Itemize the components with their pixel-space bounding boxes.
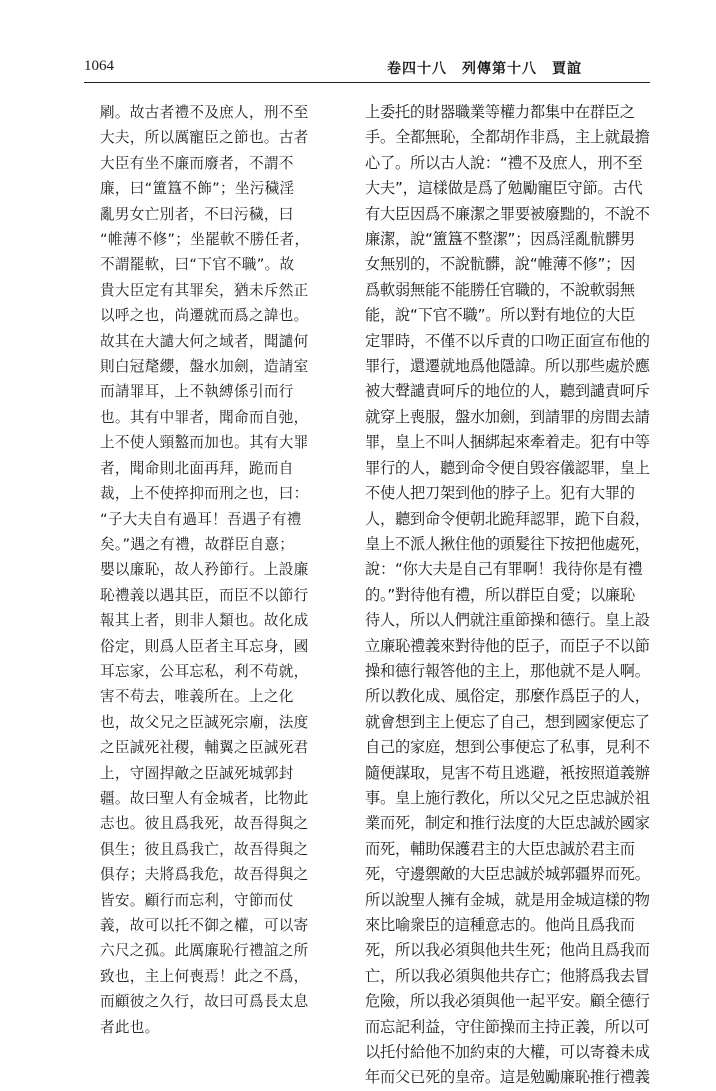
translation-text-line: 所以教化成、風俗定，那麼作爲臣子的人， (365, 687, 650, 706)
classical-text-line: 以呼之也，尚遷就而爲之諱也。 (100, 307, 309, 325)
translation-text-line: 有大臣因爲不廉潔之罪要被廢黜的，不說不 (365, 204, 650, 223)
classical-text-line: 㓾。故古者禮不及庶人，刑不至 (100, 104, 309, 121)
translation-text-line: 以托付給他不加約束的大權，可以寄養未成 (365, 1043, 650, 1062)
classical-text-line: 也。其有中罪者，聞命而自弛， (100, 408, 309, 426)
translation-text-line: 死，守邊禦敵的大臣忠誠於城郭疆界而死。 (365, 865, 650, 884)
classical-text-line: “帷薄不修”；坐罷軟不勝任者， (100, 231, 310, 249)
classical-text-line: 而請罪耳，上不執縛係引而行 (100, 383, 294, 401)
classical-text-column (100, 100, 348, 1040)
translation-text-line: 就會想到主上便忘了自己，想到國家便忘了 (365, 712, 650, 731)
classical-text-line: 亂男女亡別者，不曰污穢，曰 (100, 205, 294, 223)
translation-text-line: 皇上不派人揪住他的頭髮往下按把他處死， (365, 534, 650, 553)
classical-text-line: 疆。故曰聖人有金城者，比物此 (100, 789, 309, 807)
classical-text-line: 也，故父兄之臣誠死宗廟，法度 (100, 713, 309, 731)
translation-text-line: 定罪時，不僅不以斥責的口吻正面宣布他的 (365, 331, 650, 350)
classical-text-line: 上不使人頸盭而加也。其有大罪 (100, 434, 309, 452)
classical-text-line: 則白冠氂纓，盤水加劍，造請室 (100, 358, 309, 376)
translation-text-line: 年而父已死的皇帝。這是勉勵廉恥推行禮義 (365, 1068, 650, 1087)
classical-text-line: 者，聞命則北面再拜，跪而自 (100, 459, 294, 477)
translation-text-line: 操和德行報答他的主上，那他就不是人啊。 (365, 661, 650, 680)
classical-text-line: 上，守圄捍敵之臣誠死城郭封 (100, 764, 294, 782)
classical-text-line: 嬰以廉恥，故人矜節行。上設廉 (100, 561, 309, 579)
classical-text-line: 裁，上不使捽抑而刑之也，曰： (100, 485, 309, 503)
translation-text-line: 待人，所以人們就注重節操和德行。皇上設 (365, 611, 650, 630)
translation-text-line: 大夫”，這樣做是爲了勉勵寵臣守節。古代 (365, 179, 643, 198)
page-number: 1064 (84, 58, 114, 74)
classical-text-line: “子大夫自有過耳！吾遇子有禮 (100, 510, 302, 528)
translation-text-line: 業而死，制定和推行法度的大臣忠誠於國家 (365, 814, 650, 833)
translation-text-line: 就穿上喪服，盤水加劍，到請罪的房間去請 (365, 407, 650, 426)
translation-text-line: 上委托的財器職業等權力都集中在群臣之 (365, 103, 635, 121)
translation-text-column (365, 100, 650, 1091)
translation-text-line: 所以說聖人擁有金城，就是用金城這樣的物 (365, 890, 650, 909)
translation-text-line: 而忘記利益，守住節操而主持正義，所以可 (365, 1017, 650, 1036)
classical-text-line: 志也。彼且爲我死，故吾得與之 (100, 815, 309, 833)
translation-text-line: 死，所以我必須與他共生死；他尚且爲我而 (365, 941, 650, 960)
classical-text-line: 六尺之孤。此厲廉恥行禮誼之所 (100, 942, 309, 960)
translation-text-line: 危險，所以我必須與他一起平安。顧全德行 (365, 992, 650, 1011)
translation-text-line: 自己的家庭，想到公事便忘了私事，見利不 (365, 738, 650, 757)
classical-text-line: 皆安。顧行而忘利，守節而仗 (100, 891, 294, 909)
translation-text-line: 隨便謀取，見害不苟且逃避，衹按照道義辦 (365, 763, 650, 782)
classical-text-line: 害不苟去，唯義所在。上之化 (100, 688, 294, 706)
classical-text-line: 之臣誠死社稷，輔翼之臣誠死君 (100, 739, 309, 757)
classical-text-line: 者此也。 (100, 1018, 160, 1036)
classical-text-line: 耳忘家，公耳忘私，利不苟就， (100, 662, 309, 680)
classical-text-line: 大夫，所以厲寵臣之節也。古者 (100, 129, 309, 147)
classical-text-line: 而顧彼之久行，故曰可爲長太息 (100, 993, 309, 1011)
classical-text-line: 俗定，則爲人臣者主耳忘身，國 (100, 637, 309, 655)
translation-text-line: 不使人把刀架到他的脖子上。犯有大罪的 (365, 484, 635, 503)
translation-text-line: 說：“你大夫是自己有罪啊！我待你是有禮 (365, 560, 643, 579)
translation-text-line: 立廉恥禮義來對待他的臣子，而臣子不以節 (365, 636, 650, 655)
running-head: 卷四十八 列傳第十八 賈誼 (387, 61, 582, 77)
classical-text-line: 報其上者，則非人類也。故化成 (100, 612, 309, 630)
classical-text-line: 不謂罷軟，曰“下官不職”。故 (100, 256, 295, 274)
classical-text-line: 故其在大譴大何之域者，聞譴何 (100, 332, 309, 350)
header-rule (84, 82, 650, 83)
translation-text-line: 的。”對待他有禮，所以群臣自愛；以廉恥 (365, 585, 635, 604)
translation-text-line: 罪行，還遷就地爲他隱諱。所以那些處於應 (365, 357, 650, 376)
classical-text-line: 矣。”遇之有禮，故群臣自憙； (100, 535, 295, 553)
translation-text-line: 爲軟弱無能不能勝任官職的，不說軟弱無 (365, 280, 635, 299)
translation-text-line: 來比喻衆臣的這種意志的。他尚且爲我而 (365, 916, 635, 934)
translation-text-line: 事。皇上施行教化，所以父兄之臣忠誠於祖 (365, 788, 650, 807)
classical-text-line: 大臣有坐不廉而廢者，不謂不 (100, 154, 294, 172)
translation-text-line: 被大聲譴責呵斥的地位的人，聽到譴責呵斥 (365, 382, 650, 401)
translation-text-line: 女無别的，不說骯髒，說“帷薄不修”；因 (365, 255, 636, 274)
translation-text-line: 手。全都無恥，全都胡作非爲，主上就最擔 (365, 128, 650, 147)
translation-text-line: 人，聽到命令便朝北跪拜認罪，跪下自殺， (365, 509, 650, 528)
classical-text-line: 致也，主上何喪焉！此之不爲， (100, 967, 309, 985)
classical-text-line: 廉，曰“簠簋不飾”；坐污穢淫 (100, 180, 295, 198)
classical-text-line: 義，故可以托不御之權，可以寄 (100, 917, 309, 934)
classical-text-line: 俱生；彼且爲我亡，故吾得與之 (100, 840, 309, 858)
translation-text-line: 廉潔，說“簠簋不整潔”；因爲淫亂骯髒男 (365, 230, 636, 249)
translation-text-line: 亡，所以我必須與他共存亡；他將爲我去冒 (365, 966, 650, 985)
classical-text-line: 貴大臣定有其罪矣，猶未斥然正 (100, 281, 309, 299)
translation-text-line: 而死，輔助保護君主的大臣忠誠於君主而 (365, 839, 635, 858)
translation-text-line: 罪行的人，聽到命令便自毁容儀認罪，皇上 (365, 458, 650, 477)
classical-text-line: 恥禮義以遇其臣，而臣不以節行 (100, 586, 309, 604)
classical-text-line: 俱存；夫將爲我危，故吾得與之 (100, 866, 309, 884)
translation-text-line: 心了。所以古人說：“禮不及庶人，刑不至 (365, 153, 643, 172)
translation-text-line: 能，說“下官不職”。所以對有地位的大臣 (365, 306, 636, 325)
translation-text-line: 罪，皇上不叫人捆綁起來牽着走。犯有中等 (365, 433, 650, 452)
